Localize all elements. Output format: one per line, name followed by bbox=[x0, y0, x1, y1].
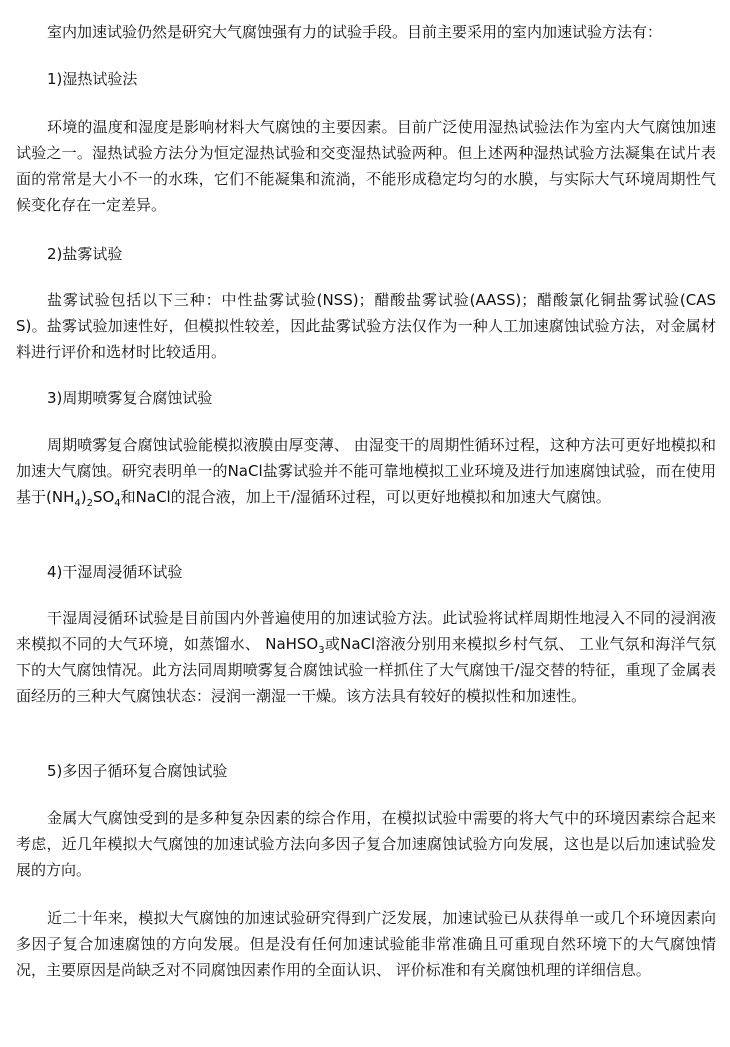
section-1-heading: 1)湿热试验法 bbox=[47, 70, 138, 88]
section-3-text-b: ) bbox=[80, 488, 87, 506]
section-3-text-a: 周期喷雾复合腐蚀试验能模拟液膜由厚变薄、 由湿变干的周期性循环过程，这种方法可更好地模拟和加速大气腐蚀。研究表明单一的NaCl盐雾试验并不能可靠地模拟工业环境及进行加速腐蚀试验，而在使用基于(NH bbox=[16, 436, 716, 506]
section-5-heading: 5)多因子循环复合腐蚀试验 bbox=[47, 762, 228, 780]
section-3-paragraph bbox=[16, 432, 716, 510]
intro-paragraph: 室内加速试验仍然是研究大气腐蚀强有力的试验手段。目前主要采用的室内加速试验方法有： bbox=[47, 23, 663, 41]
section-4-paragraph bbox=[16, 605, 716, 709]
section-1-paragraph: 环境的温度和湿度是影响材料大气腐蚀的主要因素。目前广泛使用湿热试验法作为室内大气腐蚀加速试验之一。湿热试验方法分为恒定湿热试验和交变湿热试验两种。但上述两种湿热试验方法凝集在试片表面的常常是大小不一的水珠，它们不能凝集和流淌，不能形成稳定均匀的水膜，与实际大气环境周期性气候变化存在一定差异。 bbox=[16, 118, 716, 214]
section-4-heading: 4)干湿周浸循环试验 bbox=[47, 563, 183, 581]
section-5-paragraph: 金属大气腐蚀受到的是多种复杂因素的综合作用，在模拟试验中需要的将大气中的环境因素综合起来考虑，近几年模拟大气腐蚀的加速试验方法向多因子复合加速腐蚀试验方向发展，这也是以后加速试验发展的方向。 bbox=[16, 809, 716, 879]
section-2-heading: 2)盐雾试验 bbox=[47, 245, 123, 263]
section-3-sub-a: 4 bbox=[74, 498, 81, 509]
section-3-text-c: SO bbox=[92, 488, 115, 506]
section-2-paragraph: 盐雾试验包括以下三种：中性盐雾试验(NSS)；醋酸盐雾试验(AASS)；醋酸氯化铜盐雾试验(CASS)。盐雾试验加速性好，但模拟性较差，因此盐雾试验方法仅作为一种人工加速腐蚀试验方法，对金属材料进行评价和选材时比较适用。 bbox=[16, 291, 716, 361]
section-4-text-b: 或NaCl溶液分别用来模拟乡村气氛、 工业气氛和海洋气氛下的大气腐蚀情况。此方法同周期喷雾复合腐蚀试验一样抓住了大气腐蚀干/湿交替的特征，重现了金属表面经历的三种大气腐蚀状态：浸润一潮湿一干燥。该方法具有较好的模拟性和加速性。 bbox=[16, 635, 716, 705]
section-3-text-d: 和NaCl的混合液，加上干/湿循环过程，可以更好地模拟和加速大气腐蚀。 bbox=[120, 488, 611, 506]
section-3-heading: 3)周期喷雾复合腐蚀试验 bbox=[47, 389, 213, 407]
section-3-sub-c: 4 bbox=[114, 498, 121, 509]
conclusion-paragraph: 近二十年来，模拟大气腐蚀的加速试验研究得到广泛发展，加速试验已从获得单一或几个环境因素向多因子复合加速腐蚀的方向发展。但是没有任何加速试验能非常准确且可重现自然环境下的大气腐蚀情况，主要原因是尚缺乏对不同腐蚀因素作用的全面认识、 评价标准和有关腐蚀机理的详细信息。 bbox=[16, 909, 716, 979]
section-4-text-a: 干湿周浸循环试验是目前国内外普遍使用的加速试验方法。此试验将试样周期性地浸入不同的浸润液来模拟不同的大气环境，如蒸馏水、 NaHSO bbox=[16, 609, 716, 653]
section-4-sub-a: 3 bbox=[318, 645, 325, 656]
section-3-sub-b: 2 bbox=[86, 498, 93, 509]
